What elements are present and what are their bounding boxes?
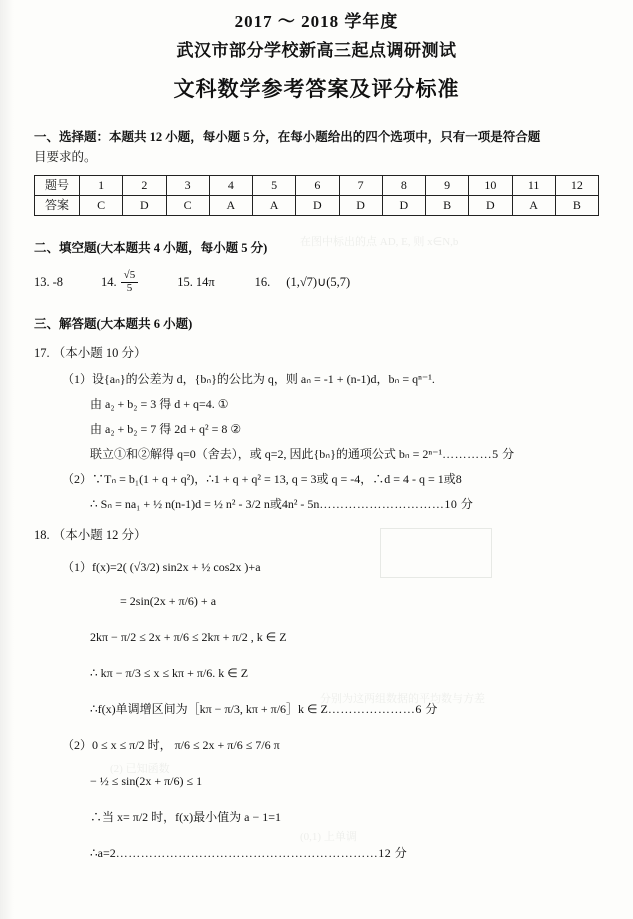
table-cell-answer: C: [80, 196, 123, 216]
fill-blank-answers: [34, 270, 599, 294]
table-cell-answer: D: [123, 196, 166, 216]
problem-17-line-5: （2）∵Tₙ = b₁(1 + q + q²)，∴1 + q + q² = 13, q = 3或 q = -4，∴d = 4 - q = 1或8: [62, 472, 462, 487]
problem-17-head: [34, 343, 599, 363]
table-cell-answer: D: [296, 196, 339, 216]
problem-18-line-9-text: ∴a=2: [90, 846, 116, 861]
fill-item-15-value: 14π: [195, 275, 215, 290]
fill-item-16: [255, 272, 351, 292]
table-row-numbers: [35, 175, 599, 195]
problem-17-line-1: （1）设{aₙ}的公差为 d，{bₙ}的公比为 q，则 aₙ = -1 + (n-1)d，bₙ = qⁿ⁻¹.: [62, 372, 435, 387]
table-cell-num: 9: [426, 175, 469, 195]
section1-desc: 本题共 12 小题，每小题 5 分，在每小题给出的四个选项中，只有一项是符合题: [109, 129, 541, 144]
table-cell-num: 12: [555, 175, 598, 195]
section1-title: 一、选择题：: [34, 129, 110, 144]
problem-17-num: 17.: [34, 346, 50, 361]
problem-18-head: [34, 525, 599, 545]
table-cell-num: 5: [253, 175, 296, 195]
problem-18: [34, 525, 599, 862]
section-fill-blank: [34, 238, 599, 294]
table-cell-num: 8: [382, 175, 425, 195]
scan-ghost-text-3: (2) 已知函数: [110, 763, 170, 775]
table-cell-num: 11: [512, 175, 555, 195]
problem-18-line-8: ∴当 x= π/2 时，f(x)最小值为 a − 1=1: [90, 810, 282, 825]
problem-18-num: 18.: [34, 528, 50, 543]
fill-item-13-num: 13.: [34, 275, 50, 290]
fill-item-16-value: (1,√7)∪(5,7): [286, 275, 351, 290]
table-cell-answer: A: [209, 196, 252, 216]
fill-item-14-fraction: [121, 270, 139, 294]
table-cell-answer: B: [426, 196, 469, 216]
problem-17-line-2: 由 a₂ + b₂ = 3 得 d + q=4. ①: [90, 397, 229, 412]
table-cell-num: 4: [209, 175, 252, 195]
fraction-denominator: 5: [126, 281, 133, 294]
problem-18-line-5-text: ∴f(x)单调增区间为［kπ − π/3, kπ + π/6］k ∈ Z: [90, 702, 328, 717]
fill-item-14: [101, 270, 139, 294]
problem-18-line-5-dots: …………………6 分: [327, 702, 438, 717]
table-cell-num: 3: [166, 175, 209, 195]
fill-item-15-num: 15.: [177, 275, 193, 290]
problem-18-score: （本小题 12 分）: [52, 528, 147, 543]
problem-18-line-1: （1）f(x)=2( (√3/2) sin2x + ½ cos2x )+a: [62, 560, 261, 575]
problem-17: [34, 343, 599, 513]
problem-18-line-7: − ½ ≤ sin(2x + π/6) ≤ 1: [90, 774, 203, 789]
table-cell-answer: B: [555, 196, 598, 216]
choice-intro: [34, 127, 599, 148]
table-cell-answer: C: [166, 196, 209, 216]
document-header: [34, 10, 599, 105]
problem-18-line-4: ∴ kπ − π/3 ≤ x ≤ kπ + π/6. k ∈ Z: [90, 666, 249, 681]
fill-item-14-num: 14.: [101, 275, 117, 290]
table-cell-num: 10: [469, 175, 512, 195]
problem-18-line-5: [90, 700, 599, 718]
section-solutions: [34, 314, 599, 862]
fill-item-13: [34, 272, 63, 292]
table-cell-num: 1: [80, 175, 123, 195]
problem-17-line-6-dots: …………………………10 分: [319, 497, 474, 512]
problem-17-score: （本小题 10 分）: [52, 346, 147, 361]
problem-17-line-4-dots: …………5 分: [442, 447, 515, 462]
scan-ghost-text-2: 分别为这两组数据的平均数与方差: [320, 693, 485, 705]
header-title: 文科数学参考答案及评分标准: [173, 77, 460, 102]
section1-desc2: 目要求的。: [34, 150, 97, 165]
header-exam-name: 武汉市部分学校新高三起点调研测试: [176, 40, 457, 60]
table-row-answers: [35, 196, 599, 216]
section3-title: 三、解答题(大本题共 6 小题): [34, 317, 193, 332]
problem-18-line-9: [90, 844, 599, 862]
problem-17-line-3: 由 a₂ + b₂ = 7 得 2d + q² = 8 ②: [90, 422, 242, 437]
problem-17-line-6-text: ∴ Sₙ = na₁ + ½ n(n-1)d = ½ n² - 3/2 n或4n² - 5n: [90, 497, 320, 512]
problem-18-line-9-dots: ………………………………………………………12 分: [115, 846, 408, 861]
problem-18-line-6: （2）0 ≤ x ≤ π/2 时， π/6 ≤ 2x + π/6 ≤ 7/6 π: [62, 738, 280, 753]
table-cell-num: 6: [296, 175, 339, 195]
fill-item-13-value: -8: [52, 275, 64, 290]
table-header-number: 题号: [35, 175, 80, 195]
scan-ghost-text-4: (0,1) 上单调: [300, 831, 357, 843]
section-choice: [34, 127, 599, 217]
answer-table: [34, 175, 599, 216]
section2-title: 二、填空题(大本题共 4 小题，每小题 5 分): [34, 241, 268, 256]
table-header-answer: 答案: [35, 196, 80, 216]
problem-18-line-2: = 2sin(2x + π/6) + a: [120, 594, 217, 609]
table-cell-answer: A: [512, 196, 555, 216]
table-cell-answer: A: [253, 196, 296, 216]
fill-item-16-num: 16.: [254, 275, 271, 290]
header-year: 2017 ～ 2018 学年度: [234, 12, 399, 31]
fill-item-15: [177, 272, 214, 292]
table-cell-num: 2: [123, 175, 166, 195]
problem-18-line-3: 2kπ − π/2 ≤ 2x + π/6 ≤ 2kπ + π/2 , k ∈ Z: [90, 630, 287, 645]
fraction-numerator: √5: [121, 270, 139, 283]
problem-17-line-4-text: 联立①和②解得 q=0（舍去），或 q=2, 因此{bₙ}的通项公式 bₙ = 2ⁿ⁻¹: [90, 447, 443, 462]
table-cell-num: 7: [339, 175, 382, 195]
scan-ghost-text: 在图中标出的点 AD, E, 则 x∈N,b: [300, 236, 459, 248]
problem-17-line-4: [90, 445, 599, 463]
table-cell-answer: D: [382, 196, 425, 216]
table-cell-answer: D: [339, 196, 382, 216]
table-cell-answer: D: [469, 196, 512, 216]
problem-17-line-6: [90, 495, 599, 513]
